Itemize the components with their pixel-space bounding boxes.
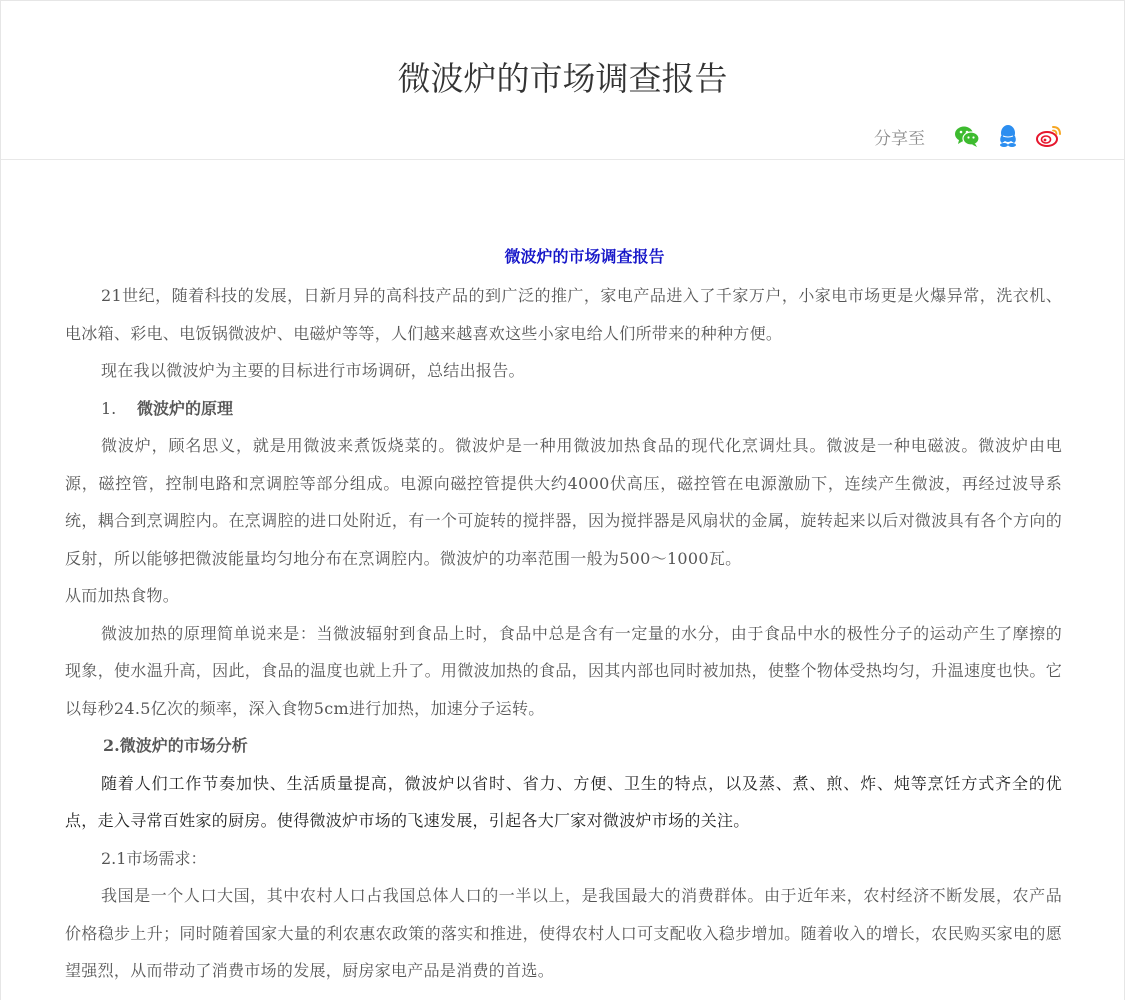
paragraph-purpose: 现在我以微波炉为主要的目标进行市场调研，总结出报告。 (101, 361, 525, 380)
section-title: 微波炉的原理 (137, 398, 234, 418)
section-heading-market: 2.微波炉的市场分析 (103, 736, 248, 755)
wechat-icon[interactable] (954, 123, 980, 149)
qq-icon[interactable] (995, 123, 1021, 149)
paragraph-heating: 微波加热的原理简单说来是：当微波辐射到食品上时，食品中总是含有一定量的水分，由于食品中水的极性分子的运动产生了摩擦的现象，使水温升高，因此，食品的温度也就上升了。用微波加热的食品，因其内部也同时被加热，使整个物体受热均匀，升温速度也快。它以每秒24.5亿次的频率，深入食物5cm进行加热，加速分子运转。 (65, 623, 1062, 718)
paragraph-market: 随着人们工作节奏加快、生活质量提高，微波炉以省时、省力、方便、卫生的特点，以及蒸、煮、煎、炸、炖等烹饪方式齐全的优点，走入寻常百姓家的厨房。使得微波炉市场的飞速发展，引起各大厂家对微波炉市场的关注。 (65, 773, 1062, 830)
share-label: 分享至 (874, 128, 925, 149)
article-body (65, 241, 1062, 990)
paragraph-principle-tail: 从而加热食物。 (65, 586, 180, 605)
article-header (1, 1, 1124, 160)
article-heading: 微波炉的市场调查报告 (504, 247, 665, 266)
paragraph-principle: 微波炉，顾名思义，就是用微波来煮饭烧菜的。微波炉是一种用微波加热食品的现代化烹调灶具。微波是一种电磁波。微波炉由电源，磁控管，控制电路和烹调腔等部分组成。电源向磁控管提供大约4000伏高压，磁控管在电源激励下，连续产生微波，再经过波导系统，耦合到烹调腔内。在烹调腔的进口处附近，有一个可旋转的搅拌器，因为搅拌器是风扇状的金属，旋转起来以后对微波具有各个方向的反射，所以能够把微波能量均匀地分布在烹调腔内。微波炉的功率范围一般为500～1000瓦。 (65, 436, 1062, 568)
paragraph-intro: 21世纪，随着科技的发展，日新月异的高科技产品的到广泛的推广，家电产品进入了千家万户，小家电市场更是火爆异常，洗衣机、电冰箱、彩电、电饭锅微波炉、电磁炉等等，人们越来越喜欢这些小家电给人们所带来的种种方便。 (65, 286, 1062, 343)
page-title: 微波炉的市场调查报告 (397, 59, 728, 98)
paragraph-demand: 我国是一个人口大国，其中农村人口占我国总体人口的一半以上，是我国最大的消费群体。由于近年来，农村经济不断发展，农产品价格稳步上升；同时随着国家大量的利农惠农政策的落实和推进，使得农村人口可支配收入稳步增加。随着收入的增长，农民购买家电的愿望强烈，从而带动了消费市场的发展，厨房家电产品是消费的首选。 (65, 886, 1062, 980)
subsection-heading-demand: 2.1市场需求： (101, 848, 207, 868)
section-number: 1. (101, 398, 117, 418)
weibo-icon[interactable] (1036, 123, 1062, 149)
section-heading-principle (65, 390, 1062, 428)
share-bar (874, 123, 1062, 149)
